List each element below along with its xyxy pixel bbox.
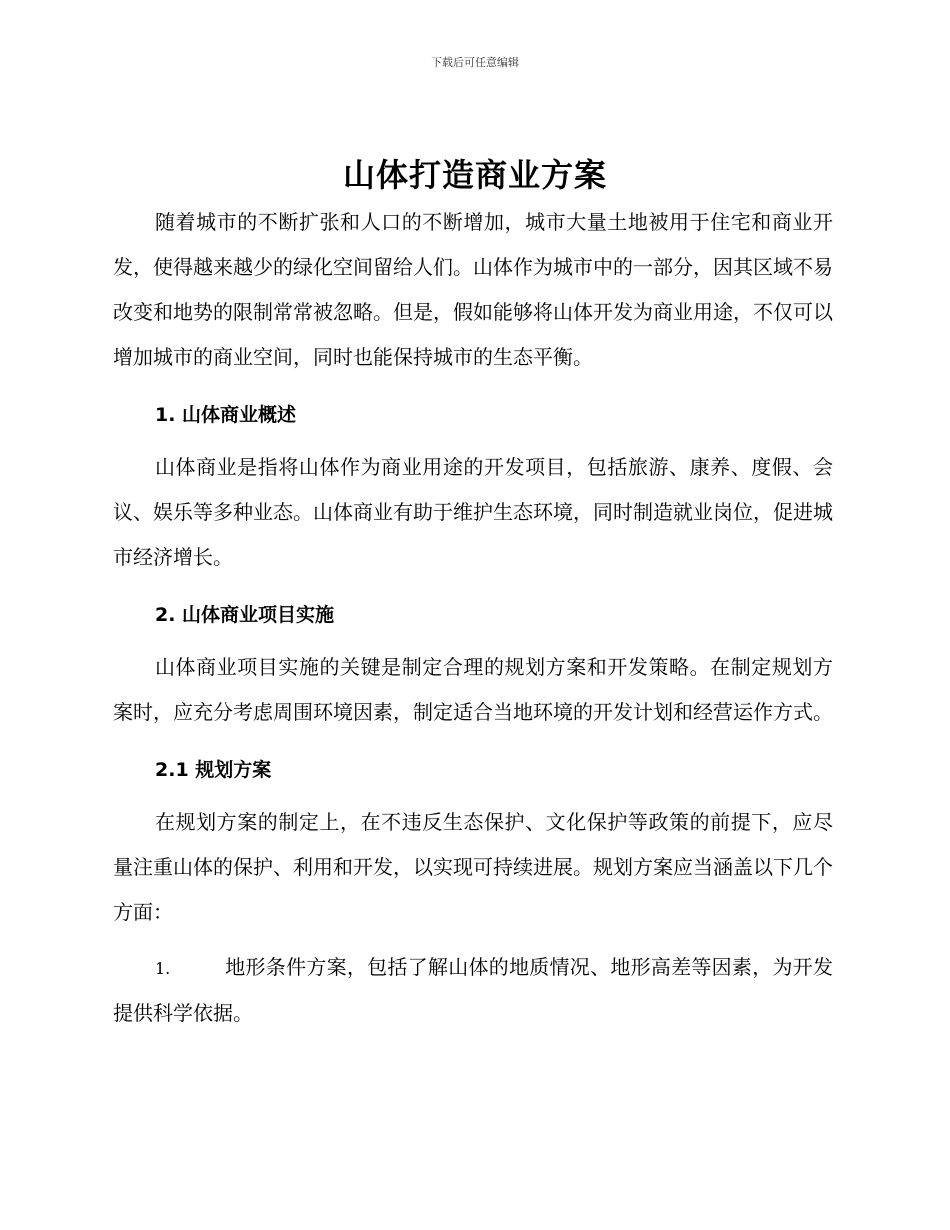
header-note: 下载后可任意编辑 [431,56,519,69]
section-paragraph-planning: 在规划方案的制定上，在不违反生态保护、文化保护等政策的前提下，应尽量注重山体的保护、利用和开发，以实现可持续进展。规划方案应当涵盖以下几个方面： [113,810,833,924]
section-paragraph-implementation: 山体商业项目实施的关键是制定合理的规划方案和开发策略。在制定规划方案时，应充分考虑周围环境因素，制定适合当地环境的开发计划和经营运作方式。 [113,655,833,724]
list-item-number: 1. [155,959,171,978]
document-body [113,200,833,1036]
section-heading-overview: 1. 山体商业概述 [155,404,297,426]
document-title: 山体打造商业方案 [342,156,607,194]
list-item [113,945,833,1036]
section-heading-implementation: 2. 山体商业项目实施 [155,604,335,626]
section-heading-planning: 2.1 规划方案 [155,759,272,781]
intro-paragraph: 随着城市的不断扩张和人口的不断增加，城市大量土地被用于住宅和商业开发，使得越来越少的绿化空间留给人们。山体作为城市中的一部分，因其区域不易改变和地势的限制常常被忽略。但是，假如能够将山体开发为商业用途，不仅可以增加城市的商业空间，同时也能保持城市的生态平衡。 [113,210,833,369]
list-item-text: 地形条件方案，包括了解山体的地质情况、地形高差等因素，为开发提供科学依据。 [113,955,833,1025]
section-paragraph-overview: 山体商业是指将山体作为商业用途的开发项目，包括旅游、康养、度假、会议、娱乐等多种业态。山体商业有助于维护生态环境，同时制造就业岗位，促进城市经济增长。 [113,455,833,569]
